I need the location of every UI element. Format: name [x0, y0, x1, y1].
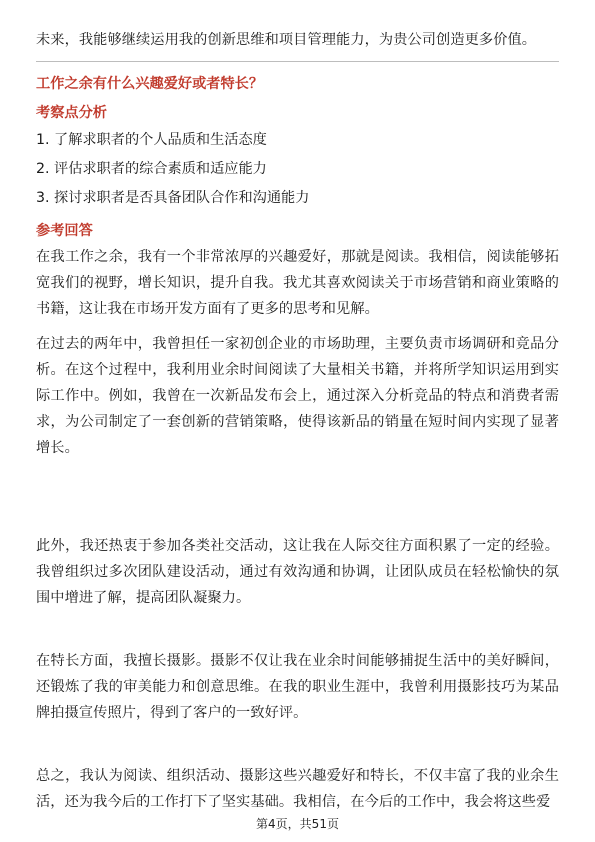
analysis-point: 1. 了解求职者的个人品质和生活态度	[36, 132, 267, 148]
section-divider	[36, 61, 559, 62]
answer-paragraph-5: 总之，我认为阅读、组织活动、摄影这些兴趣爱好和特长，不仅丰富了我的业余生活，还为我今后的工作打下了坚实基础。我相信，在今后的工作中，我会将这些爱	[36, 768, 559, 810]
question-heading: 工作之余有什么兴趣爱好或者特长？	[36, 76, 264, 92]
analysis-point: 3. 探讨求职者是否具备团队合作和沟通能力	[36, 190, 310, 206]
analysis-label: 考察点分析	[36, 105, 107, 121]
answer-paragraph-2: 在过去的两年中，我曾担任一家初创企业的市场助理，主要负责市场调研和竞品分析。在这个过程中，我利用业余时间阅读了大量相关书籍，并将所学知识运用到实际工作中。例如，我曾在一次新品发布会上，通过深入分析竞品的特点和消费者需求，为公司制定了一套创新的营销策略，使得该新品的销量在短时间内实现了显著增长。	[36, 336, 559, 456]
answer-label: 参考回答	[36, 223, 93, 239]
analysis-points-list	[36, 126, 309, 213]
page-number-footer: 第4页，共51页	[256, 817, 339, 831]
answer-paragraph-3: 此外，我还热衷于参加各类社交活动，这让我在人际交往方面积累了一定的经验。我曾组织过多次团队建设活动，通过有效沟通和协调，让团队成员在轻松愉快的氛围中增进了解，提高团队凝聚力。	[36, 538, 559, 606]
answer-paragraph-4: 在特长方面，我擅长摄影。摄影不仅让我在业余时间能够捕捉生活中的美好瞬间，还锻炼了我的审美能力和创意思维。在我的职业生涯中，我曾利用摄影技巧为某品牌拍摄宣传照片，得到了客户的一致好评。	[36, 653, 559, 721]
answer-paragraph-1: 在我工作之余，我有一个非常浓厚的兴趣爱好，那就是阅读。我相信，阅读能够拓宽我们的视野，增长知识，提升自我。我尤其喜欢阅读关于市场营销和商业策略的书籍，这让我在市场开发方面有了更多的思考和见解。	[36, 249, 559, 317]
intro-paragraph: 未来，我能够继续运用我的创新思维和项目管理能力，为贵公司创造更多价值。	[36, 32, 537, 48]
analysis-point: 2. 评估求职者的综合素质和适应能力	[36, 161, 267, 177]
